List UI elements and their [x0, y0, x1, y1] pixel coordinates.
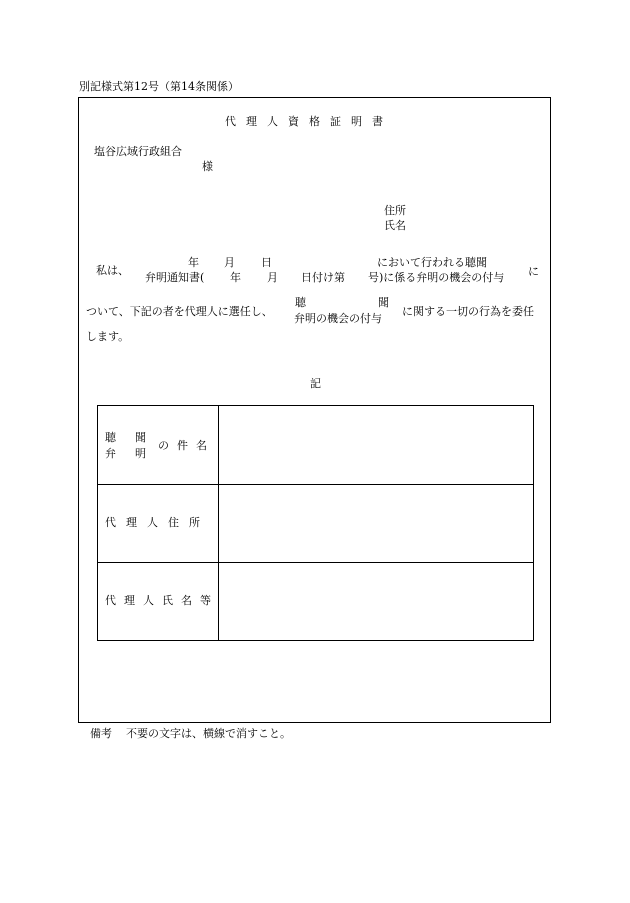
- trailing-ni: に: [528, 265, 539, 278]
- line2-bemei-option: 弁明の機会の付与: [294, 312, 382, 325]
- applicant-address-label: 住所: [384, 204, 406, 217]
- addressee-organization: 塩谷広域行政組合: [94, 145, 182, 158]
- row1-bemei-char-1: 弁: [105, 447, 116, 460]
- notice-dated: 日付け第: [301, 271, 345, 284]
- date-month-label: 月: [224, 256, 235, 269]
- document-title: 代理人資格証明書: [225, 115, 393, 128]
- ki-heading: 記: [310, 377, 321, 390]
- line2-hearing-char-2: 聞: [378, 296, 389, 309]
- row1-hearing-char-2: 聞: [135, 431, 146, 444]
- addressee-honorific: 様: [202, 160, 213, 173]
- row1-hearing-char-1: 聴: [105, 431, 116, 444]
- row1-suffix: の件名: [158, 439, 215, 452]
- applicant-name-label: 氏名: [384, 219, 406, 232]
- row1-bemei-char-2: 明: [135, 447, 146, 460]
- notice-month: 月: [267, 271, 278, 284]
- notice-prefix: 弁明通知書(: [145, 271, 205, 284]
- line2-hearing-char-1: 聴: [295, 296, 306, 309]
- remarks-text: 不要の文字は、横線で消すこと。: [126, 727, 291, 740]
- notice-suffix: 号)に係る弁明の機会の付与: [368, 271, 505, 284]
- row3-label: 代理人氏名等: [105, 594, 219, 607]
- date-day-label: 日: [261, 256, 272, 269]
- row1-value-cell[interactable]: [219, 406, 533, 483]
- line3: します。: [86, 330, 130, 343]
- row2-label: 代理人住所: [105, 516, 210, 529]
- date-year-label: 年: [188, 256, 199, 269]
- hearing-location-text: において行われる聴聞: [377, 256, 487, 269]
- row3-value-cell[interactable]: [219, 563, 533, 640]
- line2-suffix: に関する一切の行為を委任: [402, 305, 534, 318]
- record-table: [97, 405, 534, 641]
- notice-year: 年: [230, 271, 241, 284]
- body-watashi: 私は、: [96, 264, 129, 277]
- form-number: 別記様式第12号（第14条関係）: [79, 80, 239, 93]
- remarks-label: 備考: [90, 727, 112, 740]
- row2-value-cell[interactable]: [219, 485, 533, 562]
- line2-prefix: ついて、下記の者を代理人に選任し、: [86, 305, 273, 318]
